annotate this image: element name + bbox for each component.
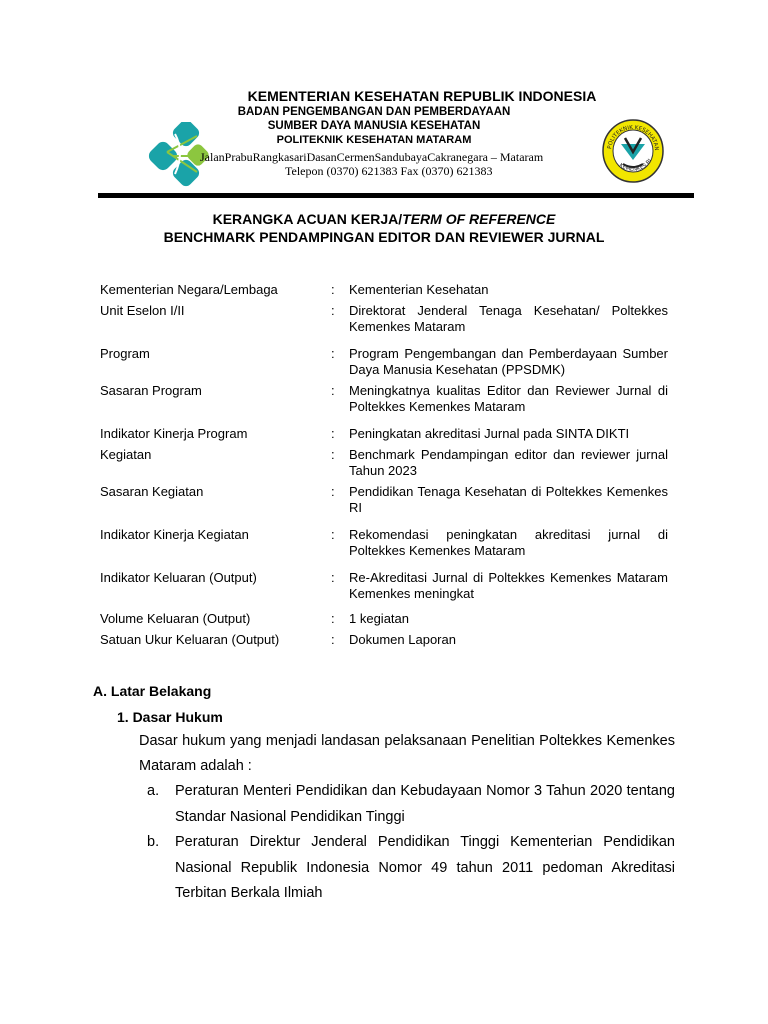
doc-title: [0, 211, 768, 227]
header-divider: [98, 193, 694, 198]
row-colon: :: [331, 282, 335, 297]
row-colon: :: [331, 383, 335, 398]
row-label: Unit Eselon I/II: [100, 303, 185, 318]
row-value: Direktorat Jenderal Tenaga Kesehatan/ Poltekkes Kemenkes Mataram: [349, 303, 668, 334]
row-label: Indikator Keluaran (Output): [100, 570, 257, 585]
header-phone: Telepon (0370) 621383 Fax (0370) 621383: [285, 164, 493, 178]
row-label: Satuan Ukur Keluaran (Output): [100, 632, 280, 647]
row-colon: :: [331, 303, 335, 318]
list-item-marker: a.: [147, 783, 160, 799]
row-value: Meningkatnya kualitas Editor dan Reviewer Jurnal di Poltekkes Kemenkes Mataram: [349, 383, 668, 414]
row-label: Program: [100, 346, 150, 361]
list-item-text: Peraturan Direktur Jenderal Pendidikan Tinggi Kementerian Pendidikan Nasional Republik Indonesia Nomor 49 tahun 2011 pedoman Akreditasi Terbitan Berkala Ilmiah: [175, 834, 675, 901]
row-value: 1 kegiatan: [349, 611, 409, 626]
row-label: Indikator Kinerja Kegiatan: [100, 527, 249, 542]
svg-text:POLITEKNIK KESEHATAN: POLITEKNIK KESEHATAN: [607, 124, 660, 151]
row-value: Pendidikan Tenaga Kesehatan di Poltekkes Kemenkes RI: [349, 484, 668, 515]
list-item-marker: b.: [147, 834, 160, 850]
doc-title-italic: TERM OF REFERENCE: [402, 211, 556, 227]
row-label: Kegiatan: [100, 447, 152, 462]
svg-text:KEMENKES RI: KEMENKES RI: [617, 158, 654, 173]
header-agency: BADAN PENGEMBANGAN DAN PEMBERDAYAAN: [237, 106, 511, 118]
header-agency-2: SUMBER DAYA MANUSIA KESEHATAN: [267, 120, 481, 132]
row-value: Rekomendasi peningkatan akreditasi jurnal di Poltekkes Kemenkes Mataram: [349, 527, 668, 558]
row-value: Program Pengembangan dan Pemberdayaan Sumber Daya Manusia Kesehatan (PPSDMK): [349, 346, 668, 377]
subsection-heading-dasar-hukum: 1. Dasar Hukum: [117, 709, 223, 725]
header-address: JalanPrabuRangkasariDasanCermenSandubayaCakranegara – Mataram: [200, 150, 544, 164]
row-label: Kementerian Negara/Lembaga: [100, 282, 278, 297]
row-colon: :: [331, 570, 335, 585]
row-value: Peningkatan akreditasi Jurnal pada SINTA DIKTI: [349, 426, 630, 441]
row-colon: :: [331, 527, 335, 542]
poltekkes-seal: [601, 118, 665, 184]
row-colon: :: [331, 426, 335, 441]
row-value: Kementerian Kesehatan: [349, 282, 489, 297]
list-item-text: Peraturan Menteri Pendidikan dan Kebudayaan Nomor 3 Tahun 2020 tentang Standar Nasional Pendidikan Tinggi: [175, 783, 675, 825]
header-ministry: KEMENTERIAN KESEHATAN REPUBLIK INDONESIA: [247, 88, 597, 104]
row-colon: :: [331, 484, 335, 499]
row-value: Benchmark Pendampingan editor dan reviewer jurnal Tahun 2023: [349, 447, 668, 478]
doc-subtitle: BENCHMARK PENDAMPINGAN EDITOR DAN REVIEWER JURNAL: [163, 229, 605, 245]
doc-title-prefix: KERANGKA ACUAN KERJA/: [212, 211, 403, 227]
row-value: Dokumen Laporan: [349, 632, 456, 647]
row-colon: :: [331, 611, 335, 626]
row-colon: :: [331, 346, 335, 361]
row-label: Sasaran Program: [100, 383, 202, 398]
row-label: Sasaran Kegiatan: [100, 484, 204, 499]
section-heading-latar-belakang: A. Latar Belakang: [93, 683, 212, 699]
row-colon: :: [331, 447, 335, 462]
header-institution: POLITEKNIK KESEHATAN MATARAM: [276, 134, 472, 146]
row-value: Re-Akreditasi Jurnal di Poltekkes Kemenkes Mataram Kemenkes meningkat: [349, 570, 668, 601]
row-label: Indikator Kinerja Program: [100, 426, 248, 441]
row-label: Volume Keluaran (Output): [100, 611, 251, 626]
row-colon: :: [331, 632, 335, 647]
intro-paragraph: Dasar hukum yang menjadi landasan pelaksanaan Penelitian Poltekkes Kemenkes Mataram adalah :: [139, 733, 675, 774]
